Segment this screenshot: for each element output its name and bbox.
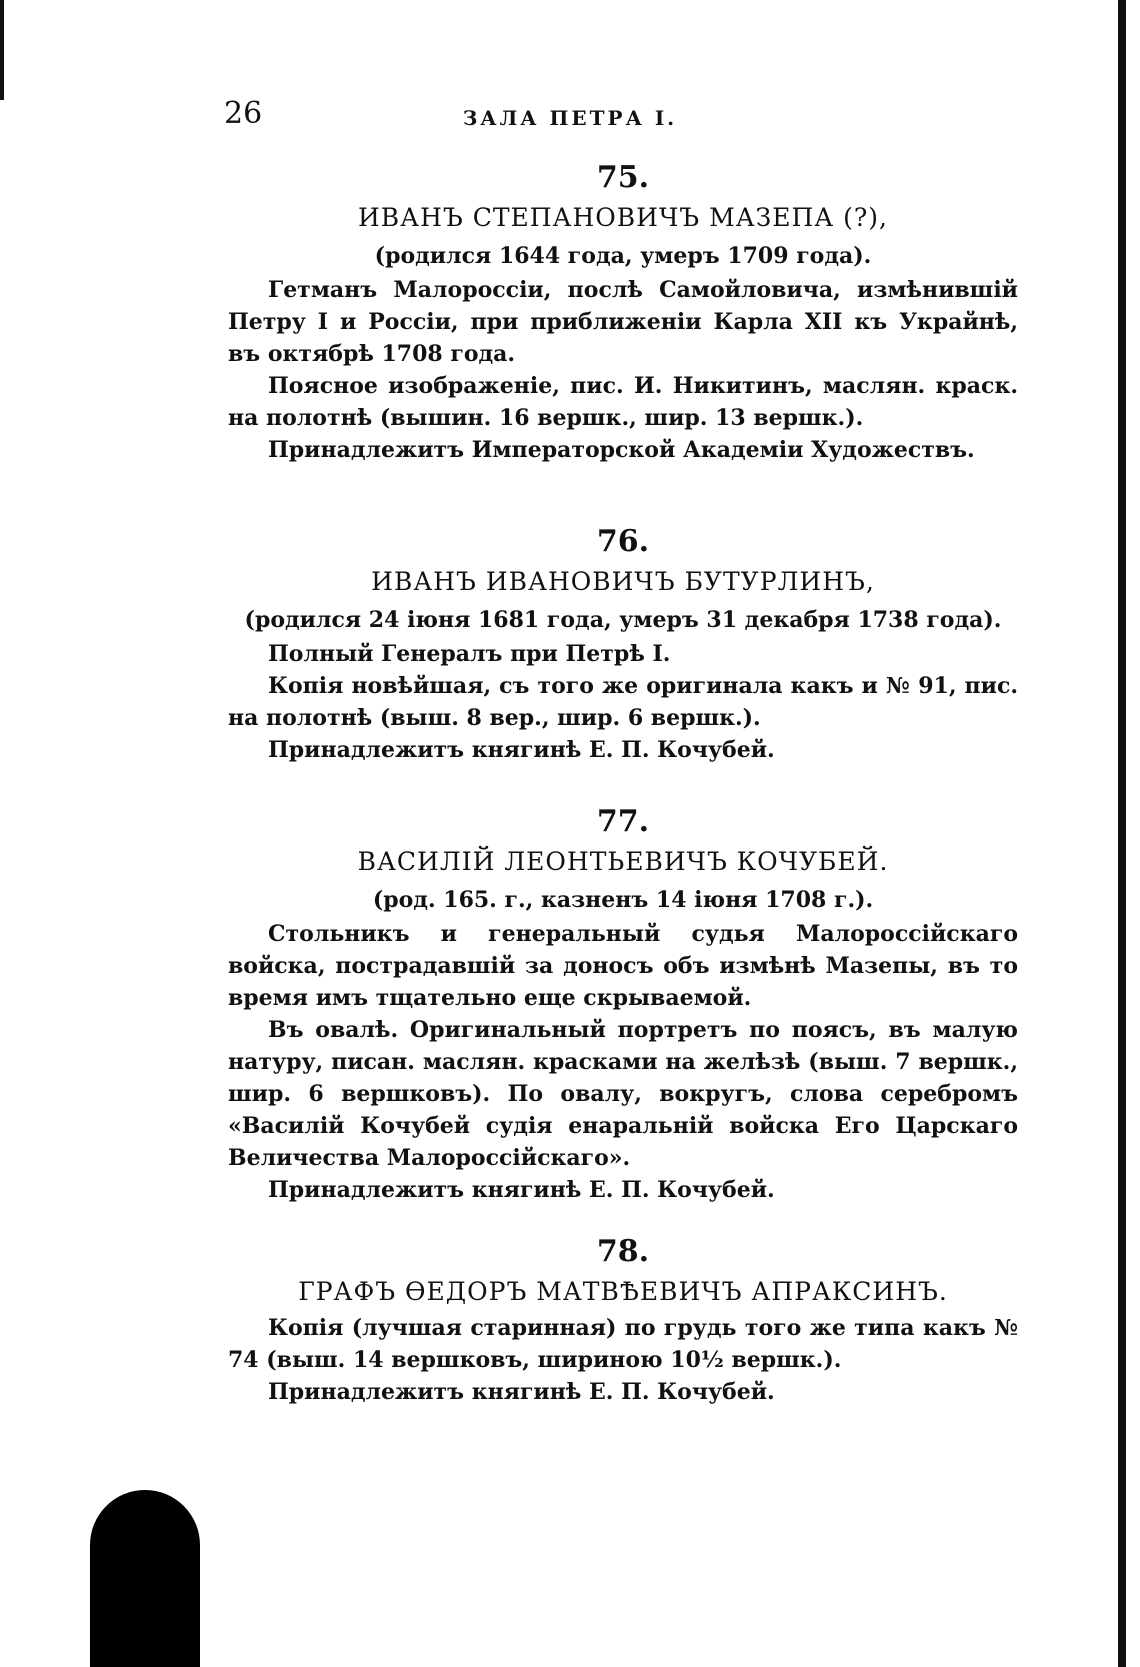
entry-owner: Принадлежитъ княгинѣ Е. П. Кочубей. xyxy=(268,737,775,763)
ink-stain xyxy=(90,1490,200,1667)
entry-name: ИВАНЪ ИВАНОВИЧЪ БУТУРЛИНЪ, xyxy=(371,567,875,596)
catalog-entry-76 xyxy=(228,522,1018,766)
entry-portrait-details: Въ овалѣ. Оригинальный портретъ по поясъ, въ малую натуру, писан. маслян. красками на желѣзѣ (выш. 7 вершк., шир. 6 вершковъ). По овалу, вокругъ, слова серебромъ «Василій Кочубей судія енаральній войска Его Царскаго Величества Малороссійскаго». xyxy=(228,1017,1018,1171)
entry-number: 78. xyxy=(596,1234,650,1269)
page-edge-line xyxy=(0,0,4,100)
entry-description: Полный Генералъ при Петрѣ I. xyxy=(268,641,671,667)
entry-name: ВАСИЛІЙ ЛЕОНТЬЕВИЧЪ КОЧУБЕЙ. xyxy=(357,847,889,876)
page-number: 26 xyxy=(224,96,263,131)
entry-owner: Принадлежитъ княгинѣ Е. П. Кочубей. xyxy=(268,1379,775,1405)
entry-dates: (родился 1644 года, умеръ 1709 года). xyxy=(374,243,872,269)
entry-portrait-details: Копія новѣйшая, съ того же оригинала какъ и № 91, пис. на полотнѣ (выш. 8 вер., шир. 6 вершк.). xyxy=(228,673,1018,731)
entry-name: ГРАФЪ ѲЕДОРЪ МАТВѢЕВИЧЪ АПРАКСИНЪ. xyxy=(298,1277,948,1306)
entry-number: 77. xyxy=(596,804,650,839)
page-edge-line-right xyxy=(1118,0,1126,1667)
page-header xyxy=(0,96,1140,136)
entry-dates: (родился 24 іюня 1681 года, умеръ 31 декабря 1738 года). xyxy=(244,607,1002,633)
entry-portrait-details: Копія (лучшая старинная) по грудь того же типа какъ № 74 (выш. 14 вершковъ, шириною 10½ вершк.). xyxy=(228,1315,1018,1373)
entry-portrait-details: Поясное изображеніе, пис. И. Никитинъ, маслян. краск. на полотнѣ (вышин. 16 вершк., шир. 13 вершк.). xyxy=(228,373,1018,431)
entry-number: 76. xyxy=(596,524,650,559)
entry-number: 75. xyxy=(596,160,650,195)
entry-description: Гетманъ Малороссіи, послѣ Самойловича, измѣнившій Петру I и Россіи, при приближеніи Карла XII къ Украйнѣ, въ октябрѣ 1708 года. xyxy=(228,277,1018,367)
entry-owner: Принадлежитъ княгинѣ Е. П. Кочубей. xyxy=(268,1177,775,1203)
running-title: ЗАЛА ПЕТРА I. xyxy=(462,106,678,130)
entry-dates: (род. 165. г., казненъ 14 іюня 1708 г.). xyxy=(372,887,874,913)
catalog-entry-78 xyxy=(228,1232,1018,1408)
catalog-entry-75 xyxy=(228,158,1018,466)
entry-owner: Принадлежитъ Императорской Академіи Художествъ. xyxy=(268,437,975,463)
catalog-entry-77 xyxy=(228,802,1018,1206)
entry-name: ИВАНЪ СТЕПАНОВИЧЪ МАЗЕПА (?), xyxy=(357,203,888,232)
entry-description: Стольникъ и генеральный судья Малороссійскаго войска, пострадавшій за доносъ объ измѣнѣ Мазепы, въ то время имъ тщательно еще скрываемой. xyxy=(228,921,1018,1011)
